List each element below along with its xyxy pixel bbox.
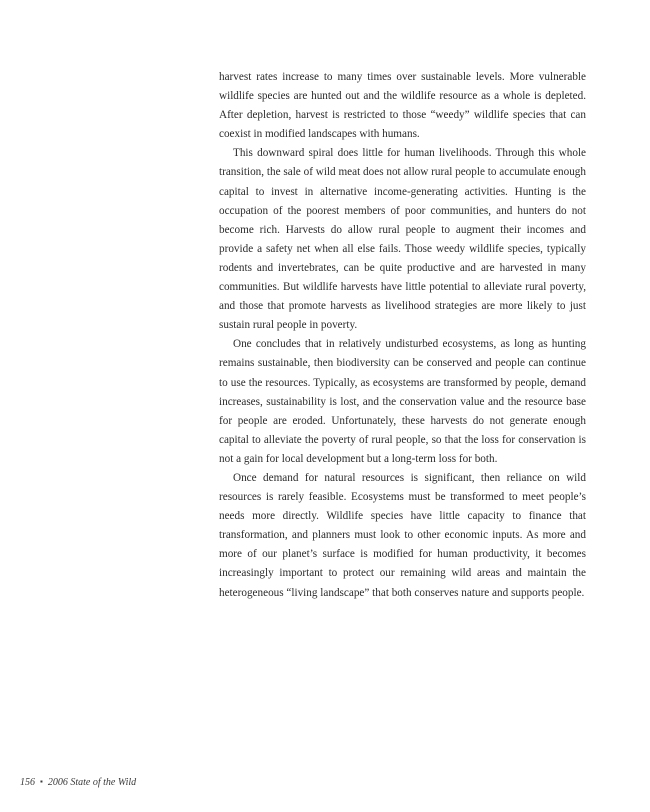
body-paragraph: One concludes that in relatively undisturbed ecosystems, as long as hunting remains sustainable, then biodiversity can be conserved and people can continue to use the resources. Typically, as ecosystems are transformed by people, demand increases, sustainability is lost, and the conservation value and the resource base for people are eroded. Unfortunately, these harvests do not generate enough capital to alleviate the poverty of rural people, so that the loss for conservation is not a gain for local development but a long-term loss for both. — [219, 338, 586, 465]
page-number: 156 — [20, 777, 35, 788]
page-footer — [20, 777, 136, 788]
body-paragraph: This downward spiral does little for human livelihoods. Through this whole transition, the sale of wild meat does not allow rural people to accumulate enough capital to invest in alternative income-generating activities. Hunting is the occupation of the poorest members of poor communities, and hunters do not become rich. Harvests do allow rural people to augment their incomes and provide a safety net when all else fails. Those weedy wildlife species, typically rodents and invertebrates, can be quite productive and are harvested in many communities. But wildlife harvests have little potential to alleviate rural poverty, and those that promote harvests as livelihood strategies are more likely to just sustain rural people in poverty. — [219, 147, 586, 332]
separator-bullet: ▪ — [40, 777, 43, 786]
article-body — [219, 68, 586, 603]
publication-title: 2006 State of the Wild — [47, 777, 137, 788]
body-paragraph: harvest rates increase to many times over sustainable levels. More vulnerable wildlife species are hunted out and the wildlife resource as a whole is depleted. After depletion, harvest is restricted to those “weedy” wildlife species that can coexist in modified landscapes with humans. — [219, 71, 586, 141]
body-paragraph: Once demand for natural resources is significant, then reliance on wild resources is rarely feasible. Ecosystems must be transformed to meet people’s needs more directly. Wildlife species have little capacity to finance that transformation, and planners must look to other economic inputs. As more and more of our planet’s surface is modified for human productivity, it becomes increasingly important to protect our remaining wild areas and maintain the heterogeneous “living landscape” that both conserves nature and supports people. — [219, 471, 586, 599]
